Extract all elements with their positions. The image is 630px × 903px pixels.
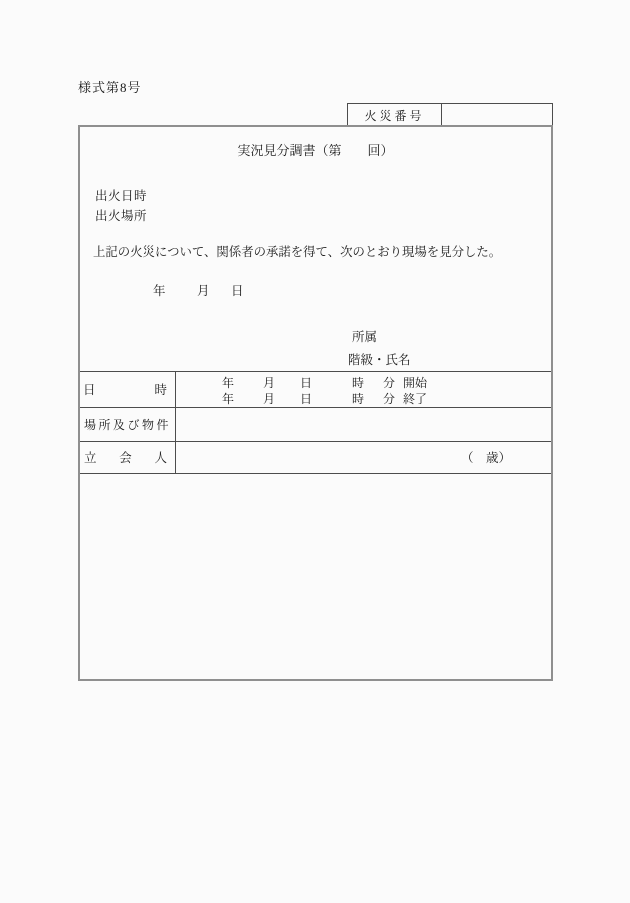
witness-label-char: 会	[119, 451, 132, 465]
document-title: 実況見分調書（第 回）	[237, 143, 394, 158]
report-date-day-label: 日	[231, 284, 244, 298]
witness-row-label	[84, 441, 167, 473]
datetime-end-line	[175, 390, 553, 406]
start-month-label: 月	[263, 376, 276, 390]
end-day-label: 日	[300, 392, 313, 406]
location-row-value	[176, 408, 551, 440]
fire-number-label: 火災番号	[348, 104, 442, 125]
fire-datetime-label: 出火日時	[95, 189, 148, 203]
fire-number-box	[347, 103, 553, 125]
fire-location-label: 出火場所	[95, 209, 148, 223]
end-year-label: 年	[222, 392, 235, 406]
start-year-label: 年	[222, 376, 235, 390]
witness-row-value	[176, 442, 456, 472]
fire-number-value	[442, 104, 552, 125]
witness-label-char: 立	[84, 451, 97, 465]
start-day-label: 日	[300, 376, 313, 390]
start-suffix-label: 開始	[403, 376, 428, 390]
start-hour-label: 時	[352, 376, 365, 390]
end-minute-label: 分	[383, 392, 396, 406]
location-row-label: 場所及び物件	[84, 417, 172, 432]
affiliation-label: 所属	[352, 330, 378, 344]
start-minute-label: 分	[383, 376, 396, 390]
report-date-month-label: 月	[197, 284, 210, 298]
witness-age-suffix: （ 歳）	[461, 451, 512, 465]
report-date-line	[78, 281, 553, 297]
end-hour-label: 時	[352, 392, 365, 406]
report-date-year-label: 年	[153, 284, 166, 298]
witness-label-char: 人	[154, 451, 167, 465]
narrative-blank-area	[80, 474, 551, 679]
end-suffix-label: 終了	[403, 392, 428, 406]
rank-name-label: 階級・氏名	[348, 353, 411, 367]
form-style-label: 様式第8号	[78, 80, 142, 95]
end-month-label: 月	[263, 392, 276, 406]
datetime-start-line	[175, 374, 553, 390]
datetime-label-char: 時	[154, 383, 167, 397]
datetime-row-label	[83, 371, 167, 407]
datetime-label-char: 日	[83, 383, 96, 397]
inspection-statement: 上記の火災について、関係者の承諾を得て、次のとおり現場を見分した。	[93, 245, 502, 259]
